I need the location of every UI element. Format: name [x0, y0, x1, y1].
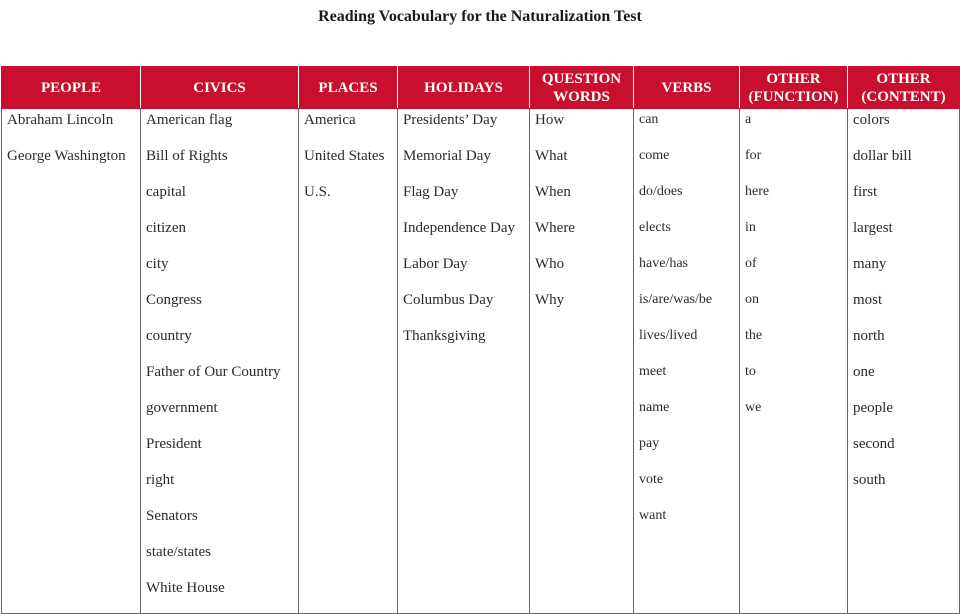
header-people [2, 67, 141, 109]
vocab-word: pay [639, 436, 660, 451]
vocab-word: United States [304, 148, 385, 164]
vocab-word: George Washington [7, 148, 126, 164]
body-row [2, 109, 960, 614]
vocab-word: here [745, 184, 770, 199]
header-holidays-label: HOLIDAYS [424, 79, 503, 96]
vocab-word: north [853, 328, 885, 344]
vocab-word: American flag [146, 112, 233, 128]
vocab-word: capital [146, 184, 186, 200]
vocab-word: lives/lived [639, 328, 698, 343]
vocab-word: right [146, 472, 175, 488]
vocab-word: Presidents’ Day [403, 112, 498, 128]
vocab-word: White House [146, 580, 225, 596]
vocab-word: colors [853, 112, 890, 128]
vocab-word: do/does [639, 184, 683, 199]
vocab-word: government [146, 400, 218, 416]
vocab-word: When [535, 184, 571, 200]
vocab-word: dollar bill [853, 148, 912, 164]
vocab-word: many [853, 256, 887, 272]
vocab-word: vote [639, 472, 664, 487]
vocab-word: Congress [146, 292, 202, 308]
column-verbs [634, 109, 740, 614]
vocab-word: south [853, 472, 886, 488]
column-people [2, 109, 141, 614]
header-people-label: PEOPLE [40, 79, 101, 96]
vocab-word: city [146, 256, 169, 272]
column-civics [141, 109, 299, 614]
vocab-word: name [639, 400, 670, 415]
vocab-word: to [745, 364, 756, 379]
vocab-word: meet [639, 364, 667, 379]
vocab-word: U.S. [304, 184, 331, 200]
header-verbs-label: VERBS [661, 79, 712, 96]
vocab-word: Father of Our Country [146, 364, 281, 380]
vocab-word: country [146, 328, 192, 344]
vocab-word: the [745, 328, 763, 343]
vocab-word: one [853, 364, 875, 380]
header-question-words-line1: QUESTION [541, 70, 622, 87]
header-other-content-line1: OTHER [876, 70, 931, 87]
vocab-word: elects [639, 220, 671, 235]
header-verbs [634, 67, 740, 109]
header-row [2, 67, 960, 109]
vocab-word: second [853, 436, 895, 452]
vocabulary-table [1, 66, 960, 614]
vocab-word: come [639, 148, 670, 163]
vocab-word: Bill of Rights [146, 148, 228, 164]
vocab-word: largest [853, 220, 893, 236]
column-question-words [530, 109, 634, 614]
vocab-word: people [853, 400, 893, 416]
vocab-word: Labor Day [403, 256, 468, 272]
header-places-label: PLACES [318, 79, 378, 96]
vocab-word: Where [535, 220, 575, 236]
header-other-function-line1: OTHER [766, 70, 821, 87]
header-other-function [740, 67, 848, 109]
header-holidays [398, 67, 530, 109]
vocab-word: Who [535, 256, 565, 272]
vocab-word: Why [535, 292, 565, 308]
header-civics-label: CIVICS [193, 79, 246, 96]
vocab-word: Columbus Day [403, 292, 494, 308]
vocab-word: citizen [146, 220, 186, 236]
vocab-word: How [535, 112, 565, 128]
vocab-word: for [745, 148, 762, 163]
vocab-word: Flag Day [403, 184, 459, 200]
vocab-word: Abraham Lincoln [7, 112, 114, 128]
vocab-word: want [639, 508, 667, 523]
vocab-word: What [535, 148, 568, 164]
vocab-word: is/are/was/be [639, 292, 713, 307]
header-other-content [848, 67, 960, 109]
vocab-word: can [639, 112, 659, 127]
vocab-word: in [745, 220, 756, 235]
vocab-word: most [853, 292, 883, 308]
vocab-word: Thanksgiving [403, 328, 486, 344]
vocab-word: Independence Day [403, 220, 516, 236]
vocab-word: Memorial Day [403, 148, 491, 164]
column-other-function [740, 109, 848, 614]
header-other-function-line2: (FUNCTION) [748, 88, 839, 105]
header-other-content-line2: (CONTENT) [861, 88, 946, 105]
vocab-word: first [853, 184, 878, 200]
column-other-content [848, 109, 960, 614]
header-question-words [530, 67, 634, 109]
vocab-word: a [745, 112, 752, 127]
column-places [299, 109, 398, 614]
page-title: Reading Vocabulary for the Naturalization Test [318, 8, 642, 25]
vocab-word: we [745, 400, 762, 415]
vocab-word: President [146, 436, 202, 452]
vocab-word: of [745, 256, 757, 271]
header-places [299, 67, 398, 109]
vocab-word: on [745, 292, 759, 307]
header-civics [141, 67, 299, 109]
column-holidays [398, 109, 530, 614]
header-question-words-line2: WORDS [553, 88, 610, 105]
vocab-word: America [304, 112, 356, 128]
vocab-word: have/has [639, 256, 688, 271]
vocab-word: state/states [146, 544, 211, 560]
vocab-word: Senators [146, 508, 198, 524]
